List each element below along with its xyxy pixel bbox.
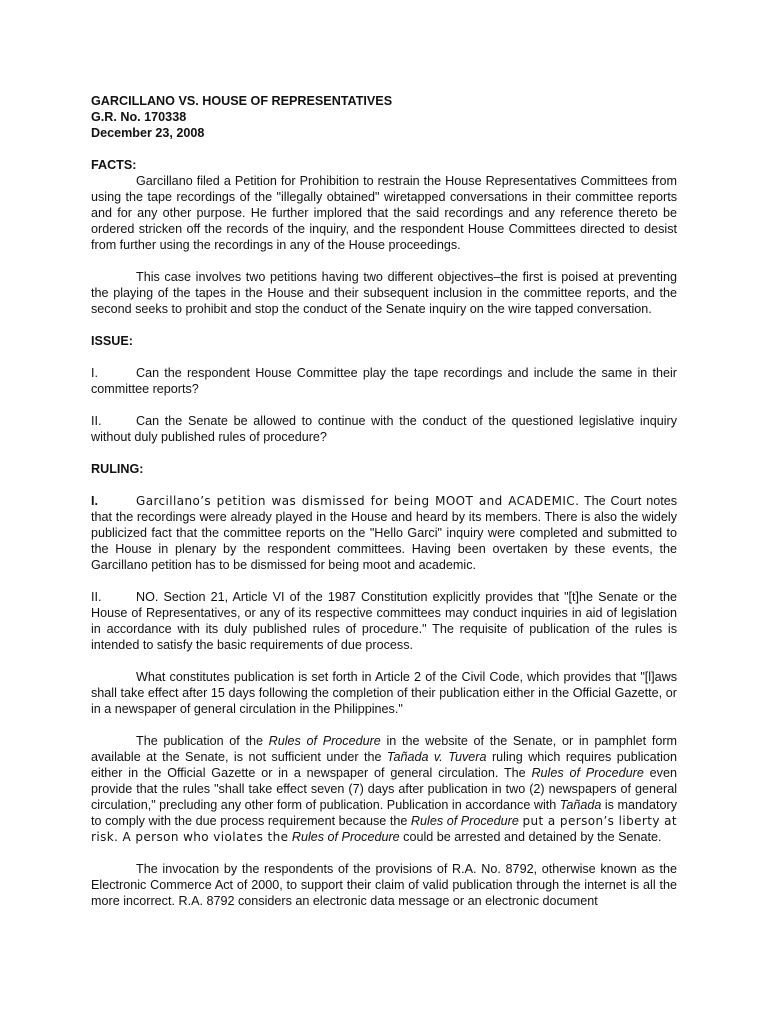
ruling-paragraph-4 [91, 733, 677, 845]
p4-rules-3: Rules of Procedure [410, 814, 519, 828]
p4-text-g: even provide that the rules "shall take effect seven (7) days after publication in two (2) newspapers of general circulation," precluding any other form of publication. Publication in accordance with [91, 766, 677, 812]
p4-text-c: in the website of the Senate, or in pamphlet form available at the Senate, is not sufficient under the [91, 734, 678, 764]
ruling-2-number: II. [91, 590, 102, 604]
p4-rules-4: Rules of Procedure [291, 830, 400, 844]
ruling-1-lead: Garcillano’s petition was dismissed for being MOOT and ACADEMIC. [136, 494, 580, 508]
facts-paragraph-1: Garcillano filed a Petition for Prohibition to restrain the House Representatives Committees from using the tape recordings of the "illegally obtained" wiretapped conversations in their committee reports and for any other purpose. He further implored that the said recordings and any reference thereto be ordered stricken off the records of the inquiry, and the respondent House Committees directed to desist from further using the recordings in any of the House proceedings. [91, 174, 677, 252]
case-title: GARCILLANO VS. HOUSE OF REPRESENTATIVES [91, 94, 393, 108]
p4-text-a: The publication of the [136, 734, 269, 748]
ruling-2-text: NO. Section 21, Article VI of the 1987 Constitution explicitly provides that "[t]he Senate or the House of Representatives, or any of its respective committees may conduct inquiries in aid of legislation in accordance with its duly published rules of procedure." The requisite of publication of the rules is intended to satisfy the basic requirements of due process. [91, 590, 677, 652]
ruling-paragraph-3: What constitutes publication is set forth in Article 2 of the Civil Code, which provides that "[l]aws shall take effect after 15 days following the completion of their publication either in the Official Gazette, or in a newspaper of general circulation in the Philippines." [91, 670, 677, 716]
ruling-heading: RULING: [91, 462, 144, 476]
ruling-1-number: I. [91, 494, 98, 508]
facts-paragraph-2: This case involves two petitions having two different objectives–the first is poised at preventing the playing of the tapes in the House and their subsequent inclusion in the committee reports, and the second seeks to prohibit and stop the conduct of the Senate inquiry on the wire tapped conversation. [91, 270, 677, 316]
issue-1-text: Can the respondent House Committee play the tape recordings and include the same in their committee reports? [91, 366, 677, 396]
case-number: G.R. No. 170338 [91, 110, 187, 124]
ruling-2 [91, 589, 677, 653]
p4-tanada-tuvera: Tañada v. Tuvera [386, 750, 487, 764]
case-date: December 23, 2008 [91, 126, 205, 140]
facts-heading: FACTS: [91, 158, 137, 172]
p4-text-e: ruling which requires publication either in the Official Gazette or in a newspaper of general circulation. The [91, 750, 677, 780]
p4-text-i: is mandatory to comply with the due process requirement because the [91, 798, 677, 828]
p4-tanada: Tañada [559, 798, 602, 812]
issue-1 [91, 365, 677, 397]
p4-rules-2: Rules of Procedure [531, 766, 644, 780]
issue-1-number: I. [91, 366, 98, 380]
issue-2-number: II. [91, 414, 102, 428]
p4-text-m: could be arrested and detained by the Senate. [399, 830, 662, 844]
p4-text-k: put a person’s liberty at risk. A person who violates the [91, 814, 677, 844]
case-header [91, 93, 677, 141]
issue-heading: ISSUE: [91, 334, 133, 348]
ruling-paragraph-5: The invocation by the respondents of the provisions of R.A. No. 8792, otherwise known as the Electronic Commerce Act of 2000, to support their claim of valid publication through the internet is all the more incorrect. R.A. 8792 considers an electronic data message or an electronic document [91, 862, 677, 908]
ruling-1-text: The Court notes that the recordings were already played in the House and heard by its members. There is also the widely publicized fact that the committee reports on the "Hello Garci" inquiry were completed and submitted to the House in plenary by the respondent committees. Having been overtaken by these events, the Garcillano petition has to be dismissed for being moot and academic. [91, 494, 677, 572]
issue-2 [91, 413, 677, 445]
issue-2-text: Can the Senate be allowed to continue with the conduct of the questioned legislative inquiry without duly published rules of procedure? [91, 414, 677, 444]
ruling-1 [91, 493, 677, 573]
p4-rules-1: Rules of Procedure [268, 734, 381, 748]
